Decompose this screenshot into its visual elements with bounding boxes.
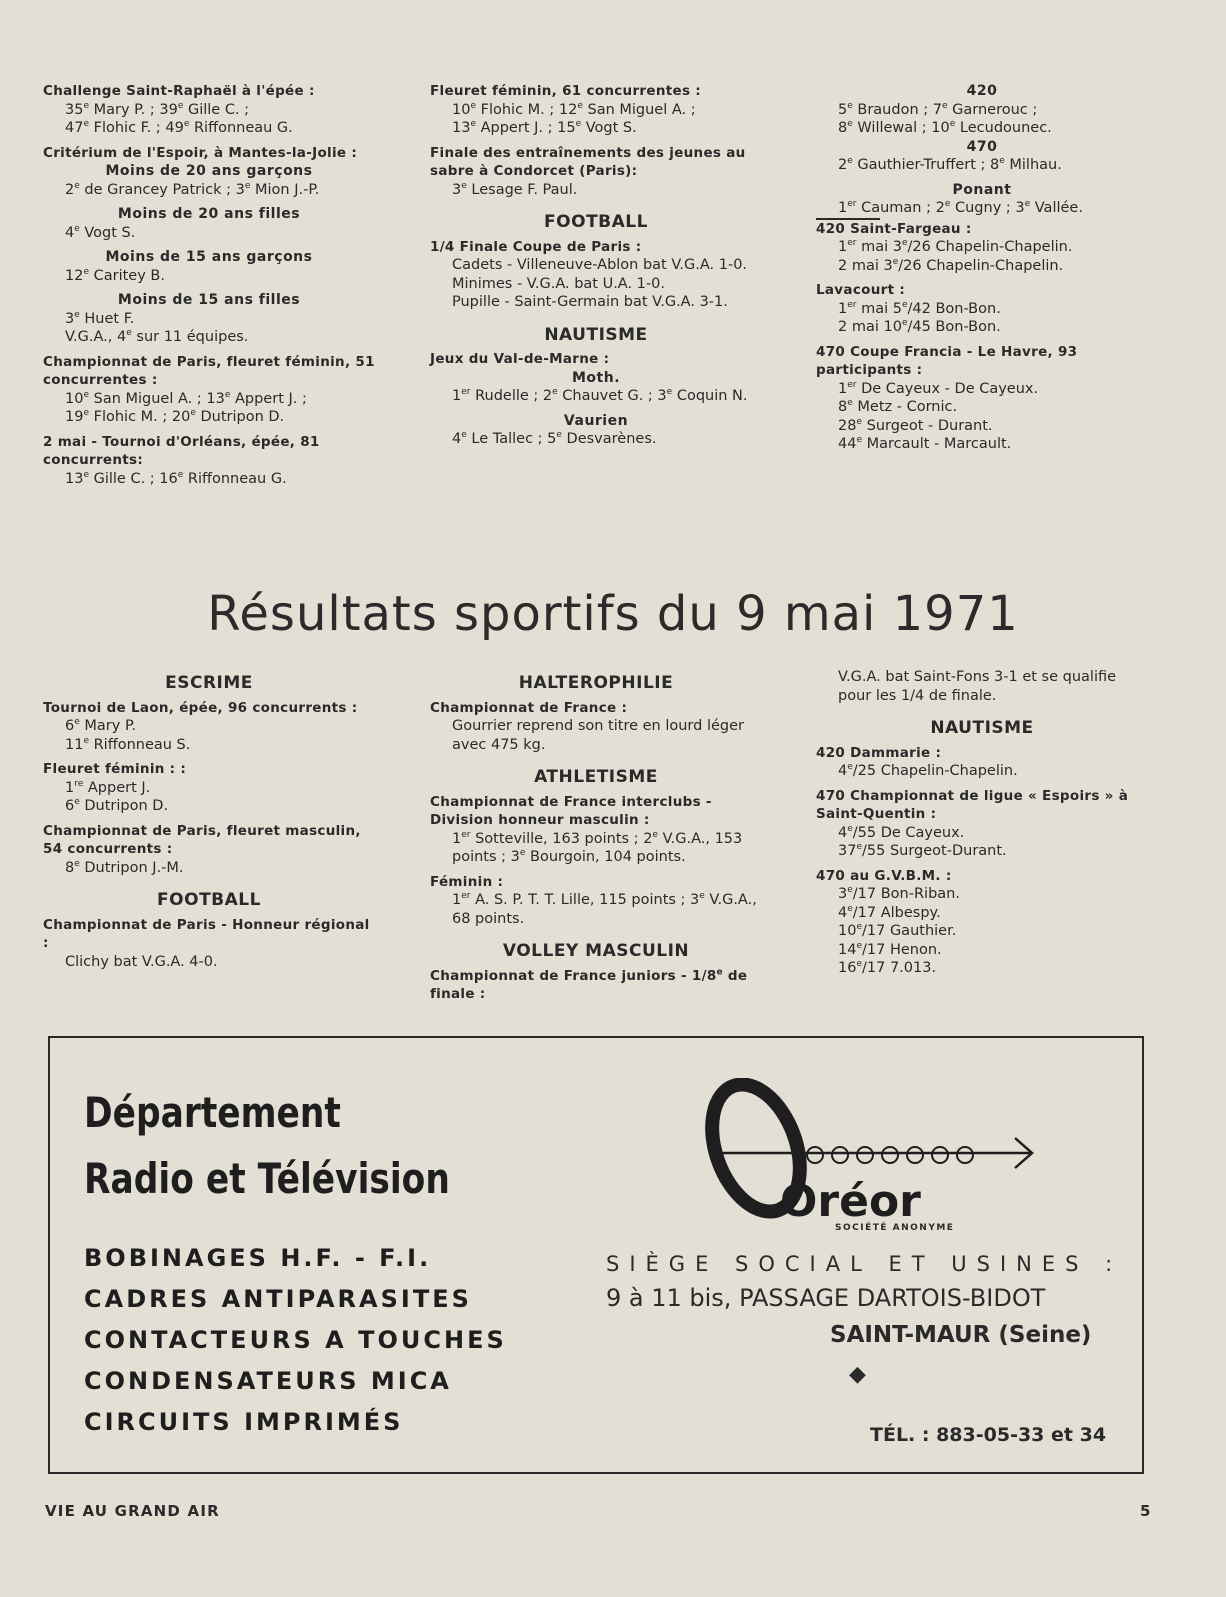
section-heading: NAUTISME <box>930 718 1034 738</box>
result-line: 1er mai 3e/26 Chapelin-Chapelin. <box>838 238 1073 255</box>
event-title: Fleuret féminin : : <box>43 761 187 777</box>
result-line: V.G.A. bat Saint-Fons 3-1 et se qualifie pour les 1/4 de finale. <box>838 669 1117 704</box>
result-line: 13e Gille C. ; 16e Riffonneau G. <box>65 469 287 487</box>
results-column-bottom-2 <box>430 660 762 1004</box>
result-line: 1er A. S. P. T. T. Lille, 115 points ; 3e V.G.A., 68 points. <box>452 891 757 927</box>
result-line: 4e/55 De Cayeux. <box>838 823 965 841</box>
event-title: 470 Coupe Francia - Le Havre, 93 participants : <box>816 343 1078 378</box>
publication-name: VIE AU GRAND AIR <box>45 1502 220 1520</box>
ad-product: CONDENSATEURS MICA <box>84 1367 452 1395</box>
oreor-logo <box>680 1078 1040 1228</box>
result-line: 1er Rudelle ; 2e Chauvet G. ; 3e Coquin N. <box>452 387 748 404</box>
result-line: 4e/25 Chapelin-Chapelin. <box>838 762 1018 779</box>
ad-product-list <box>84 1238 507 1443</box>
result-line: 10e San Miguel A. ; 13e Appert J. ; <box>65 389 307 407</box>
result-line: 2 mai 3e/26 Chapelin-Chapelin. <box>838 256 1064 274</box>
result-line: Gourrier reprend son titre en lourd léger avec 475 kg. <box>452 718 744 753</box>
result-line: 13e Appert J. ; 15e Vogt S. <box>452 119 637 136</box>
results-column-top-2 <box>430 82 762 449</box>
category-heading: Ponant <box>952 181 1012 198</box>
result-line: Clichy bat V.G.A. 4-0. <box>65 953 218 970</box>
result-line: 47e Flohic F. ; 49e Riffonneau G. <box>65 119 293 136</box>
result-line: 2e de Grancey Patrick ; 3e Mion J.-P. <box>65 180 320 198</box>
ad-product: CADRES ANTIPARASITES <box>84 1285 472 1313</box>
result-line: Pupille - Saint-Germain bat V.G.A. 3-1. <box>452 294 728 310</box>
event-title: Critérium de l'Espoir, à Mantes-la-Jolie : <box>43 144 358 161</box>
event-title: Fleuret féminin, 61 concurrentes : <box>430 83 701 99</box>
event-title: Lavacourt : <box>816 282 906 298</box>
page-number: 5 <box>1140 1502 1151 1520</box>
result-line: 1er Sotteville, 163 points ; 2e V.G.A., 153 points ; 3e Bourgoin, 104 points. <box>452 829 743 865</box>
result-line: 28e Surgeot - Durant. <box>838 416 993 434</box>
ad-product: CONTACTEURS A TOUCHES <box>84 1326 507 1354</box>
ad-title-line-1: Département <box>84 1088 341 1137</box>
result-line: 44e Marcault - Marcault. <box>838 435 1012 452</box>
event-title: 2 mai - Tournoi d'Orléans, épée, 81 concurrents: <box>43 433 320 468</box>
ad-city: SAINT-MAUR (Seine) <box>830 1322 1092 1348</box>
result-line: 16e/17 7.013. <box>838 959 937 976</box>
event-title: Tournoi de Laon, épée, 96 concurrents : <box>43 699 358 716</box>
section-heading: FOOTBALL <box>157 890 261 910</box>
results-column-bottom-3 <box>816 668 1148 978</box>
result-line: 2 mai 10e/45 Bon-Bon. <box>838 318 1001 335</box>
result-line: Cadets - Villeneuve-Ablon bat V.G.A. 1-0. <box>452 257 748 273</box>
event-title: Championnat de France juniors - 1/8e de finale : <box>430 967 748 1002</box>
result-line: 8e Metz - Cornic. <box>838 398 958 415</box>
ad-title <box>84 1080 450 1212</box>
result-line: V.G.A., 4e sur 11 équipes. <box>65 328 249 345</box>
section-heading: NAUTISME <box>544 324 648 345</box>
category-heading: 420 <box>966 83 998 99</box>
ad-phone: TÉL. : 883-05-33 et 34 <box>870 1424 1107 1446</box>
result-line: 1er Cauman ; 2e Cugny ; 3e Vallée. <box>838 199 1083 216</box>
result-line: 3e Lesage F. Paul. <box>452 180 578 198</box>
result-line: Minimes - V.G.A. bat U.A. 1-0. <box>452 275 665 292</box>
result-line: 10e/17 Gauthier. <box>838 922 957 939</box>
result-line: 3e Huet F. <box>65 309 135 327</box>
event-title: Championnat de France interclubs - Division honneur masculin : <box>430 793 712 828</box>
event-title: 470 Championnat de ligue « Espoirs » à Saint-Quentin : <box>816 787 1129 822</box>
event-title: Championnat de France : <box>430 699 628 716</box>
result-line: 2e Gauthier-Truffert ; 8e Milhau. <box>838 156 1062 173</box>
advertisement <box>48 1036 1144 1474</box>
result-line: 8e Willewal ; 10e Lecudounec. <box>838 119 1052 136</box>
ad-product: CIRCUITS IMPRIMÉS <box>84 1408 404 1436</box>
result-line: 6e Dutripon D. <box>65 797 169 814</box>
event-title: 1/4 Finale Coupe de Paris : <box>430 238 642 255</box>
result-line: 37e/55 Surgeot-Durant. <box>838 842 1007 859</box>
event-title: 420 Dammarie : <box>816 744 942 761</box>
headline: Résultats sportifs du 9 mai 1971 <box>207 586 1019 642</box>
category-heading: 470 <box>966 138 998 155</box>
category-heading: Moins de 20 ans filles <box>117 206 301 222</box>
event-title: Championnat de Paris - Honneur régional : <box>43 916 370 951</box>
event-title: Jeux du Val-de-Marne : <box>430 351 610 367</box>
result-line: 11e Riffonneau S. <box>65 735 191 753</box>
ad-hq-label: SIÈGE SOCIAL ET USINES : <box>606 1252 1123 1276</box>
result-line: 1er mai 5e/42 Bon-Bon. <box>838 299 1001 317</box>
ad-product: BOBINAGES H.F. - F.I. <box>84 1244 432 1272</box>
event-title: Championnat de Paris, fleuret féminin, 51 concurrentes : <box>43 353 375 388</box>
result-line: 6e Mary P. <box>65 717 137 734</box>
results-column-top-3 <box>816 82 1148 454</box>
result-line: 5e Braudon ; 7e Garnerouc ; <box>838 100 1038 118</box>
section-heading: ESCRIME <box>165 673 253 693</box>
event-title: Challenge Saint-Raphaël à l'épée : <box>43 83 315 99</box>
logo-wave-pattern <box>807 1147 973 1163</box>
result-line: 1re Appert J. <box>65 778 151 796</box>
category-heading: Moins de 15 ans filles <box>117 292 301 308</box>
ad-company-type: SOCIÉTÉ ANONYME <box>835 1223 955 1233</box>
category-heading: Moins de 20 ans garçons <box>105 163 313 179</box>
section-heading: FOOTBALL <box>544 212 648 232</box>
category-heading: Moth. <box>571 369 621 386</box>
section-heading: HALTEROPHILIE <box>518 673 674 693</box>
diamond-icon: ◆ <box>849 1362 866 1387</box>
results-column-bottom-1 <box>43 660 375 971</box>
result-line: 3e/17 Bon-Riban. <box>838 885 960 902</box>
result-line: 4e/17 Albespy. <box>838 903 941 921</box>
result-line: 4e Le Tallec ; 5e Desvarènes. <box>452 430 657 447</box>
result-line: 8e Dutripon J.-M. <box>65 858 184 876</box>
logo-wordmark: Oréor <box>780 1176 921 1227</box>
category-heading: Vaurien <box>563 412 629 429</box>
event-title: 470 au G.V.B.M. : <box>816 867 952 884</box>
section-heading: VOLLEY MASCULIN <box>502 941 690 961</box>
event-title: Finale des entraînements des jeunes au sabre à Condorcet (Paris): <box>430 144 746 179</box>
results-column-top-1 <box>43 82 375 488</box>
ad-address: 9 à 11 bis, PASSAGE DARTOIS-BIDOT <box>606 1284 1046 1312</box>
result-line: 1er De Cayeux - De Cayeux. <box>838 379 1039 397</box>
result-line: 4e Vogt S. <box>65 223 136 241</box>
result-line: 35e Mary P. ; 39e Gille C. ; <box>65 100 250 118</box>
event-title: Championnat de Paris, fleuret masculin, 54 concurrents : <box>43 822 361 857</box>
ad-title-line-2: Radio et Télévision <box>84 1154 450 1203</box>
result-line: 12e Caritey B. <box>65 266 165 284</box>
section-heading: ATHLETISME <box>534 767 658 787</box>
event-title: Féminin : <box>430 873 504 890</box>
result-line: 19e Flohic M. ; 20e Dutripon D. <box>65 408 285 425</box>
result-line: 10e Flohic M. ; 12e San Miguel A. ; <box>452 100 696 118</box>
event-title: 420 Saint-Fargeau : <box>816 220 972 237</box>
result-line: 14e/17 Henon. <box>838 940 942 958</box>
category-heading: Moins de 15 ans garçons <box>105 249 313 265</box>
